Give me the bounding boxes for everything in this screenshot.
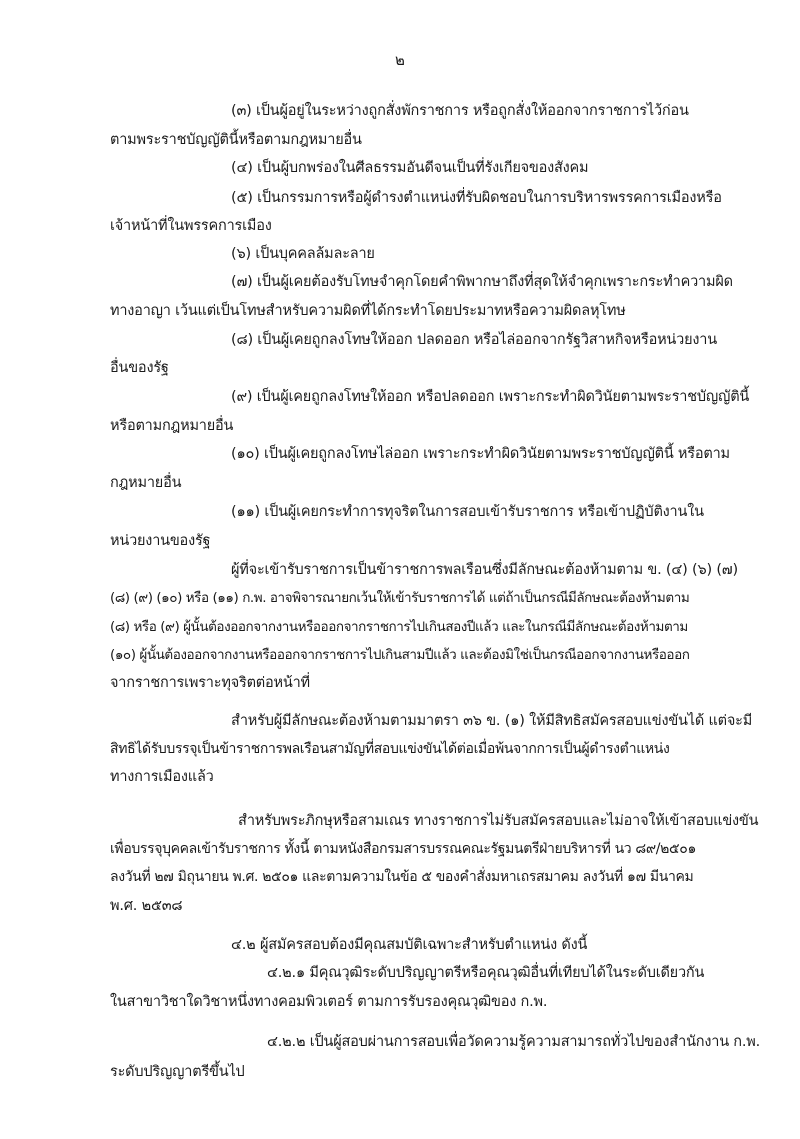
text-line: ๔.๒.๑ มีคุณวุฒิระดับปริญญาตรีหรือคุณวุฒิอื่นที่เทียบได้ในระดับเดียวกัน: [267, 965, 705, 981]
text-line: (๓) เป็นผู้อยู่ในระหว่างถูกสั่งพักราชการ หรือถูกสั่งให้ออกจากราชการไว้ก่อน: [231, 103, 689, 119]
text-line: ทางการเมืองแล้ว: [110, 769, 214, 785]
text-line: สิทธิได้รับบรรจุเป็นข้าราชการพลเรือนสามัญที่สอบแข่งขันได้ต่อเมื่อพ้นจากการเป็นผู้ดำรงตำแหน่ง: [110, 741, 670, 757]
text-line: (๑๐) ผู้นั้นต้องออกจากงานหรือออกจากราชการไปเกินสามปีแล้ว และต้องมิใช่เป็นกรณีออกจากงานหรือออก: [110, 647, 690, 663]
text-line: ระดับปริญญาตรีขึ้นไป: [110, 1064, 245, 1080]
text-line: ทางอาญา เว้นแต่เป็นโทษสำหรับความผิดที่ได้กระทำโดยประมาทหรือความผิดลหุโทษ: [110, 303, 626, 319]
text-line: (๙) เป็นผู้เคยถูกลงโทษให้ออก หรือปลดออก เพราะกระทำผิดวินัยตามพระราชบัญญัตินี้: [231, 389, 750, 405]
text-line: เพื่อบรรจุบุคคลเข้ารับราชการ ทั้งนี้ ตามหนังสือกรมสารบรรณคณะรัฐมนตรีฝ่ายบริหารที่ นว ๘๙/๒๕๐๑: [110, 841, 696, 857]
text-line: อื่นของรัฐ: [110, 360, 169, 376]
text-line: ๔.๒ ผู้สมัครสอบต้องมีคุณสมบัติเฉพาะสำหรับตำแหน่ง ดังนี้: [231, 937, 588, 953]
page-number: ๒: [395, 51, 405, 69]
text-line: ๔.๒.๒ เป็นผู้สอบผ่านการสอบเพื่อวัดความรู้ความสามารถทั่วไปของสำนักงาน ก.พ.: [267, 1034, 761, 1050]
text-line: เจ้าหน้าที่ในพรรคการเมือง: [110, 218, 272, 234]
text-line: ตามพระราชบัญญัตินี้หรือตามกฎหมายอื่น: [110, 132, 362, 148]
text-line: จากราชการเพราะทุจริตต่อหน้าที่: [110, 675, 310, 691]
text-line: กฎหมายอื่น: [110, 475, 182, 491]
text-line: หรือตามกฎหมายอื่น: [110, 418, 234, 434]
text-line: ผู้ที่จะเข้ารับราชการเป็นข้าราชการพลเรือนซึ่งมีลักษณะต้องห้ามตาม ข. (๔) (๖) (๗): [231, 562, 738, 578]
text-line: (๘) เป็นผู้เคยถูกลงโทษให้ออก ปลดออก หรือไล่ออกจากรัฐวิสาหกิจหรือหน่วยงาน: [231, 332, 717, 348]
text-line: สำหรับผู้มีลักษณะต้องห้ามตามมาตรา ๓๖ ข. (๑) ให้มีสิทธิสมัครสอบแข่งขันได้ แต่จะมี: [231, 713, 753, 729]
text-line: สำหรับพระภิกษุหรือสามเณร ทางราชการไม่รับสมัครสอบและไม่อาจให้เข้าสอบแข่งขัน: [238, 813, 759, 829]
text-line: พ.ศ. ๒๕๓๘: [110, 898, 183, 914]
text-line: (๑๑) เป็นผู้เคยกระทำการทุจริตในการสอบเข้ารับราชการ หรือเข้าปฏิบัติงานใน: [231, 504, 704, 520]
text-line: (๘) (๙) (๑๐) หรือ (๑๑) ก.พ. อาจพิจารณายกเว้นให้เข้ารับราชการได้ แต่ถ้าเป็นกรณีมีลักษณะต้องห้ามตาม: [110, 590, 690, 606]
text-line: ลงวันที่ ๒๗ มิถุนายน พ.ศ. ๒๕๐๑ และตามความในข้อ ๕ ของคำสั่งมหาเถรสมาคม ลงวันที่ ๑๗ มีนาคม: [110, 869, 694, 885]
text-line: หน่วยงานของรัฐ: [110, 533, 211, 549]
text-line: (๔) เป็นผู้บกพร่องในศีลธรรมอันดีจนเป็นที่รังเกียจของสังคม: [231, 160, 589, 176]
text-line: (๘) หรือ (๙) ผู้นั้นต้องออกจากงานหรือออกจากราชการไปเกินสองปีแล้ว และในกรณีมีลักษณะต้องห้ามตาม: [110, 619, 688, 635]
text-line: (๗) เป็นผู้เคยต้องรับโทษจำคุกโดยคำพิพากษาถึงที่สุดให้จำคุกเพราะกระทำความผิด: [231, 274, 733, 290]
text-line: (๕) เป็นกรรมการหรือผู้ดำรงตำแหน่งที่รับผิดชอบในการบริหารพรรคการเมืองหรือ: [231, 190, 722, 206]
text-line: (๖) เป็นบุคคลล้มละลาย: [231, 246, 375, 262]
text-line: (๑๐) เป็นผู้เคยถูกลงโทษไล่ออก เพราะกระทำผิดวินัยตามพระราชบัญญัตินี้ หรือตาม: [231, 446, 730, 462]
text-line: ในสาขาวิชาใดวิชาหนึ่งทางคอมพิวเตอร์ ตามการรับรองคุณวุฒิของ ก.พ.: [110, 994, 548, 1010]
